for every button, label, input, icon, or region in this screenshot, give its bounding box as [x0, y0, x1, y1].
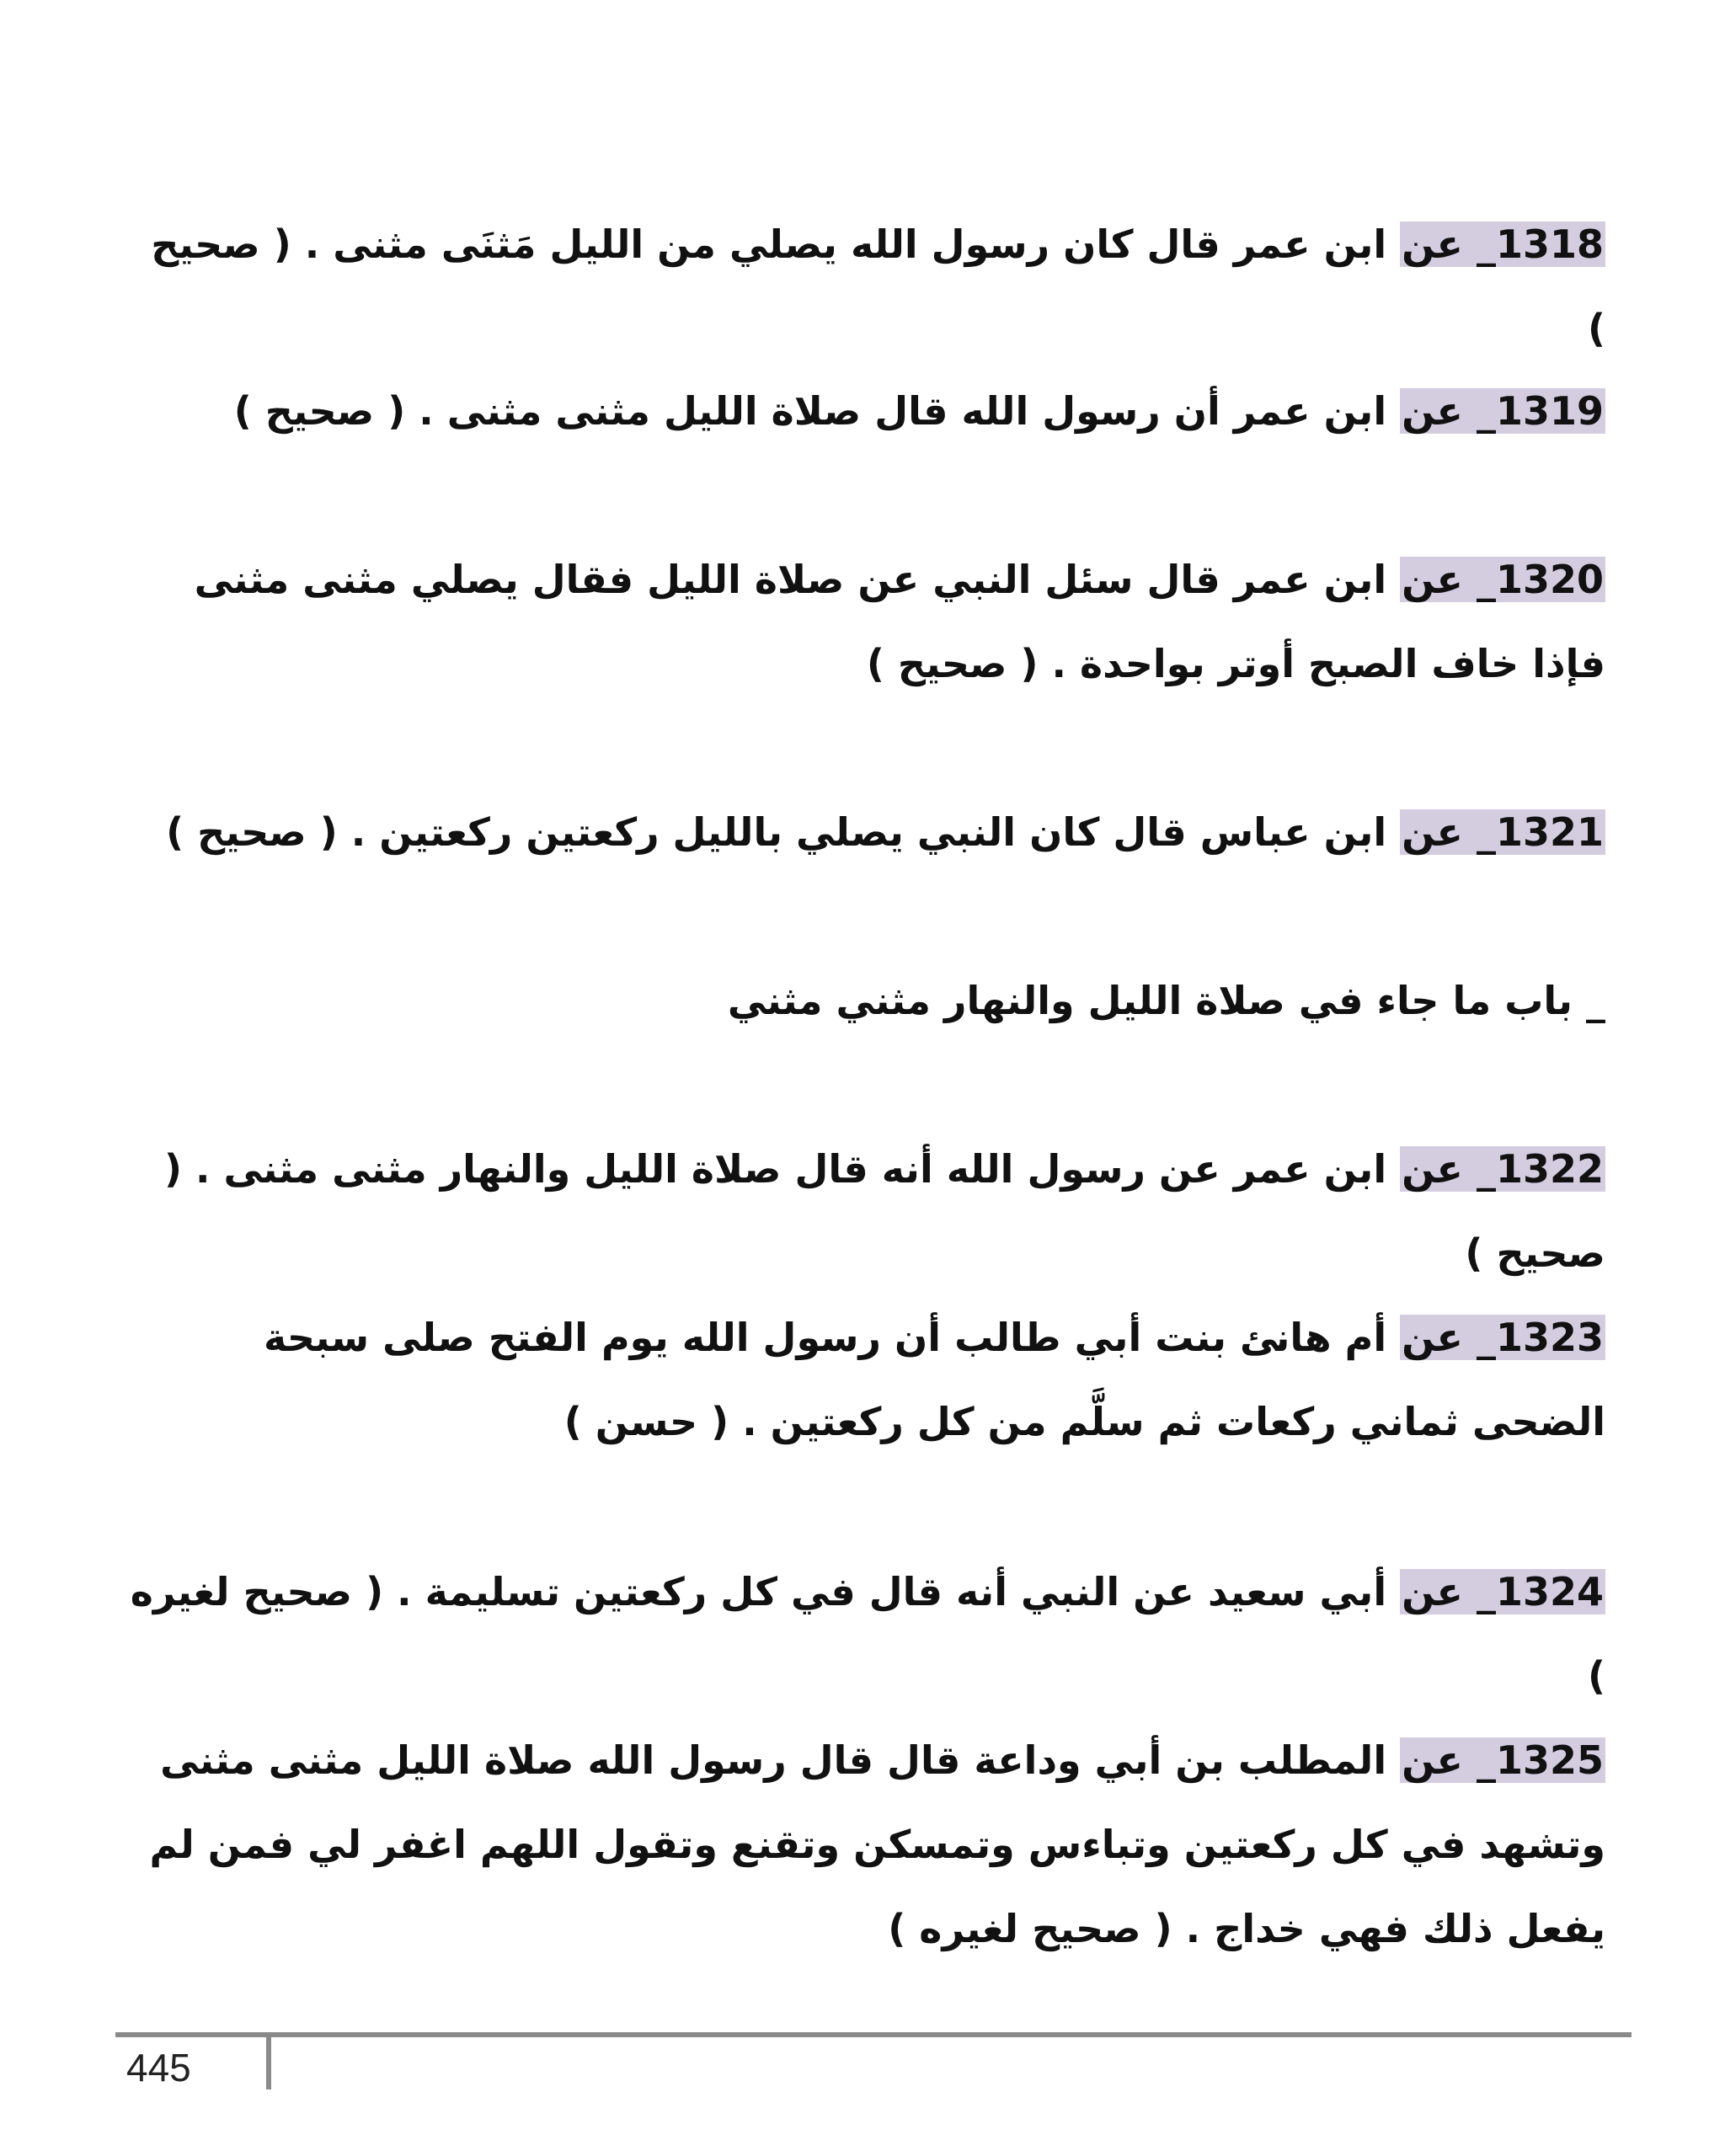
hadith-number: 1318_: [1476, 221, 1604, 267]
chapter-heading: _ باب ما جاء في صلاة الليل والنهار مثني مثني: [727, 978, 1605, 1023]
hadith-text: ابن عمر قال سئل النبي عن صلاة الليل فقال يصلي مثنى مثنى فإذا خاف الصبح أوتر بواحدة . ( صحيح ): [194, 557, 1605, 686]
hadith-intro: عن: [1402, 1569, 1463, 1614]
hadith-1325: [123, 1718, 1605, 1971]
hadith-text: أم هانئ بنت أبي طالب أن رسول الله يوم الفتح صلى سبحة الضحى ثماني ركعات ثم سلَّم من كل ركعتين . ( حسن ): [264, 1315, 1605, 1444]
page-number: 445: [126, 2046, 191, 2089]
hadith-number-highlight: [1400, 1737, 1605, 1783]
hadith-number-highlight: [1400, 221, 1605, 267]
hadith-number-highlight: [1400, 809, 1605, 855]
hadith-number-highlight: [1400, 557, 1605, 602]
hadith-number-highlight: [1400, 1569, 1605, 1614]
hadith-text: المطلب بن أبي وداعة قال قال رسول الله صلاة الليل مثنى مثنى وتشهد في كل ركعتين وتباءس وتمسكن وتقنع وتقول اللهم اغفر لي فمن لم يفعل ذلك فهي خداج . ( صحيح لغيره ): [149, 1737, 1605, 1951]
footer-rule: [115, 2032, 1632, 2037]
hadith-number-highlight: [1400, 1315, 1605, 1360]
hadith-number: 1321_: [1476, 809, 1604, 855]
hadith-number: 1322_: [1476, 1146, 1604, 1192]
hadith-text: أبي سعيد عن النبي أنه قال في كل ركعتين تسليمة . ( صحيح لغيره ): [130, 1569, 1605, 1699]
hadith-text: ابن عمر قال كان رسول الله يصلي من الليل مَثنَى مثنى . ( صحيح ): [151, 221, 1605, 351]
hadith-intro: عن: [1402, 809, 1463, 855]
hadith-intro: عن: [1402, 1737, 1463, 1783]
hadith-number: 1325_: [1476, 1737, 1604, 1783]
hadith-intro: عن: [1402, 1315, 1463, 1360]
hadith-1320: [123, 537, 1605, 706]
hadith-text: ابن عمر عن رسول الله أنه قال صلاة الليل والنهار مثنى مثنى . ( صحيح ): [163, 1146, 1605, 1276]
hadith-number: 1320_: [1476, 557, 1604, 602]
hadith-number: 1319_: [1476, 388, 1604, 434]
hadith-intro: عن: [1402, 388, 1463, 434]
hadith-1322: [123, 1127, 1605, 1295]
hadith-number: 1323_: [1476, 1315, 1604, 1360]
hadith-number: 1324_: [1476, 1569, 1604, 1614]
hadith-text: ابن عباس قال كان النبي يصلي بالليل ركعتين ركعتين . ( صحيح ): [166, 809, 1387, 855]
hadith-text: ابن عمر أن رسول الله قال صلاة الليل مثنى مثنى . ( صحيح ): [233, 388, 1387, 434]
hadith-1319: [123, 369, 1605, 453]
hadith-intro: عن: [1402, 1146, 1463, 1192]
hadith-intro: عن: [1402, 557, 1463, 602]
hadith-1324: [123, 1550, 1605, 1718]
hadith-number-highlight: [1400, 388, 1605, 434]
hadith-1321: [123, 790, 1605, 874]
hadith-1318: [123, 202, 1605, 371]
footer-divider: [266, 2032, 271, 2089]
hadith-1323: [123, 1295, 1605, 1464]
hadith-number-highlight: [1400, 1146, 1605, 1192]
hadith-intro: عن: [1402, 221, 1463, 267]
